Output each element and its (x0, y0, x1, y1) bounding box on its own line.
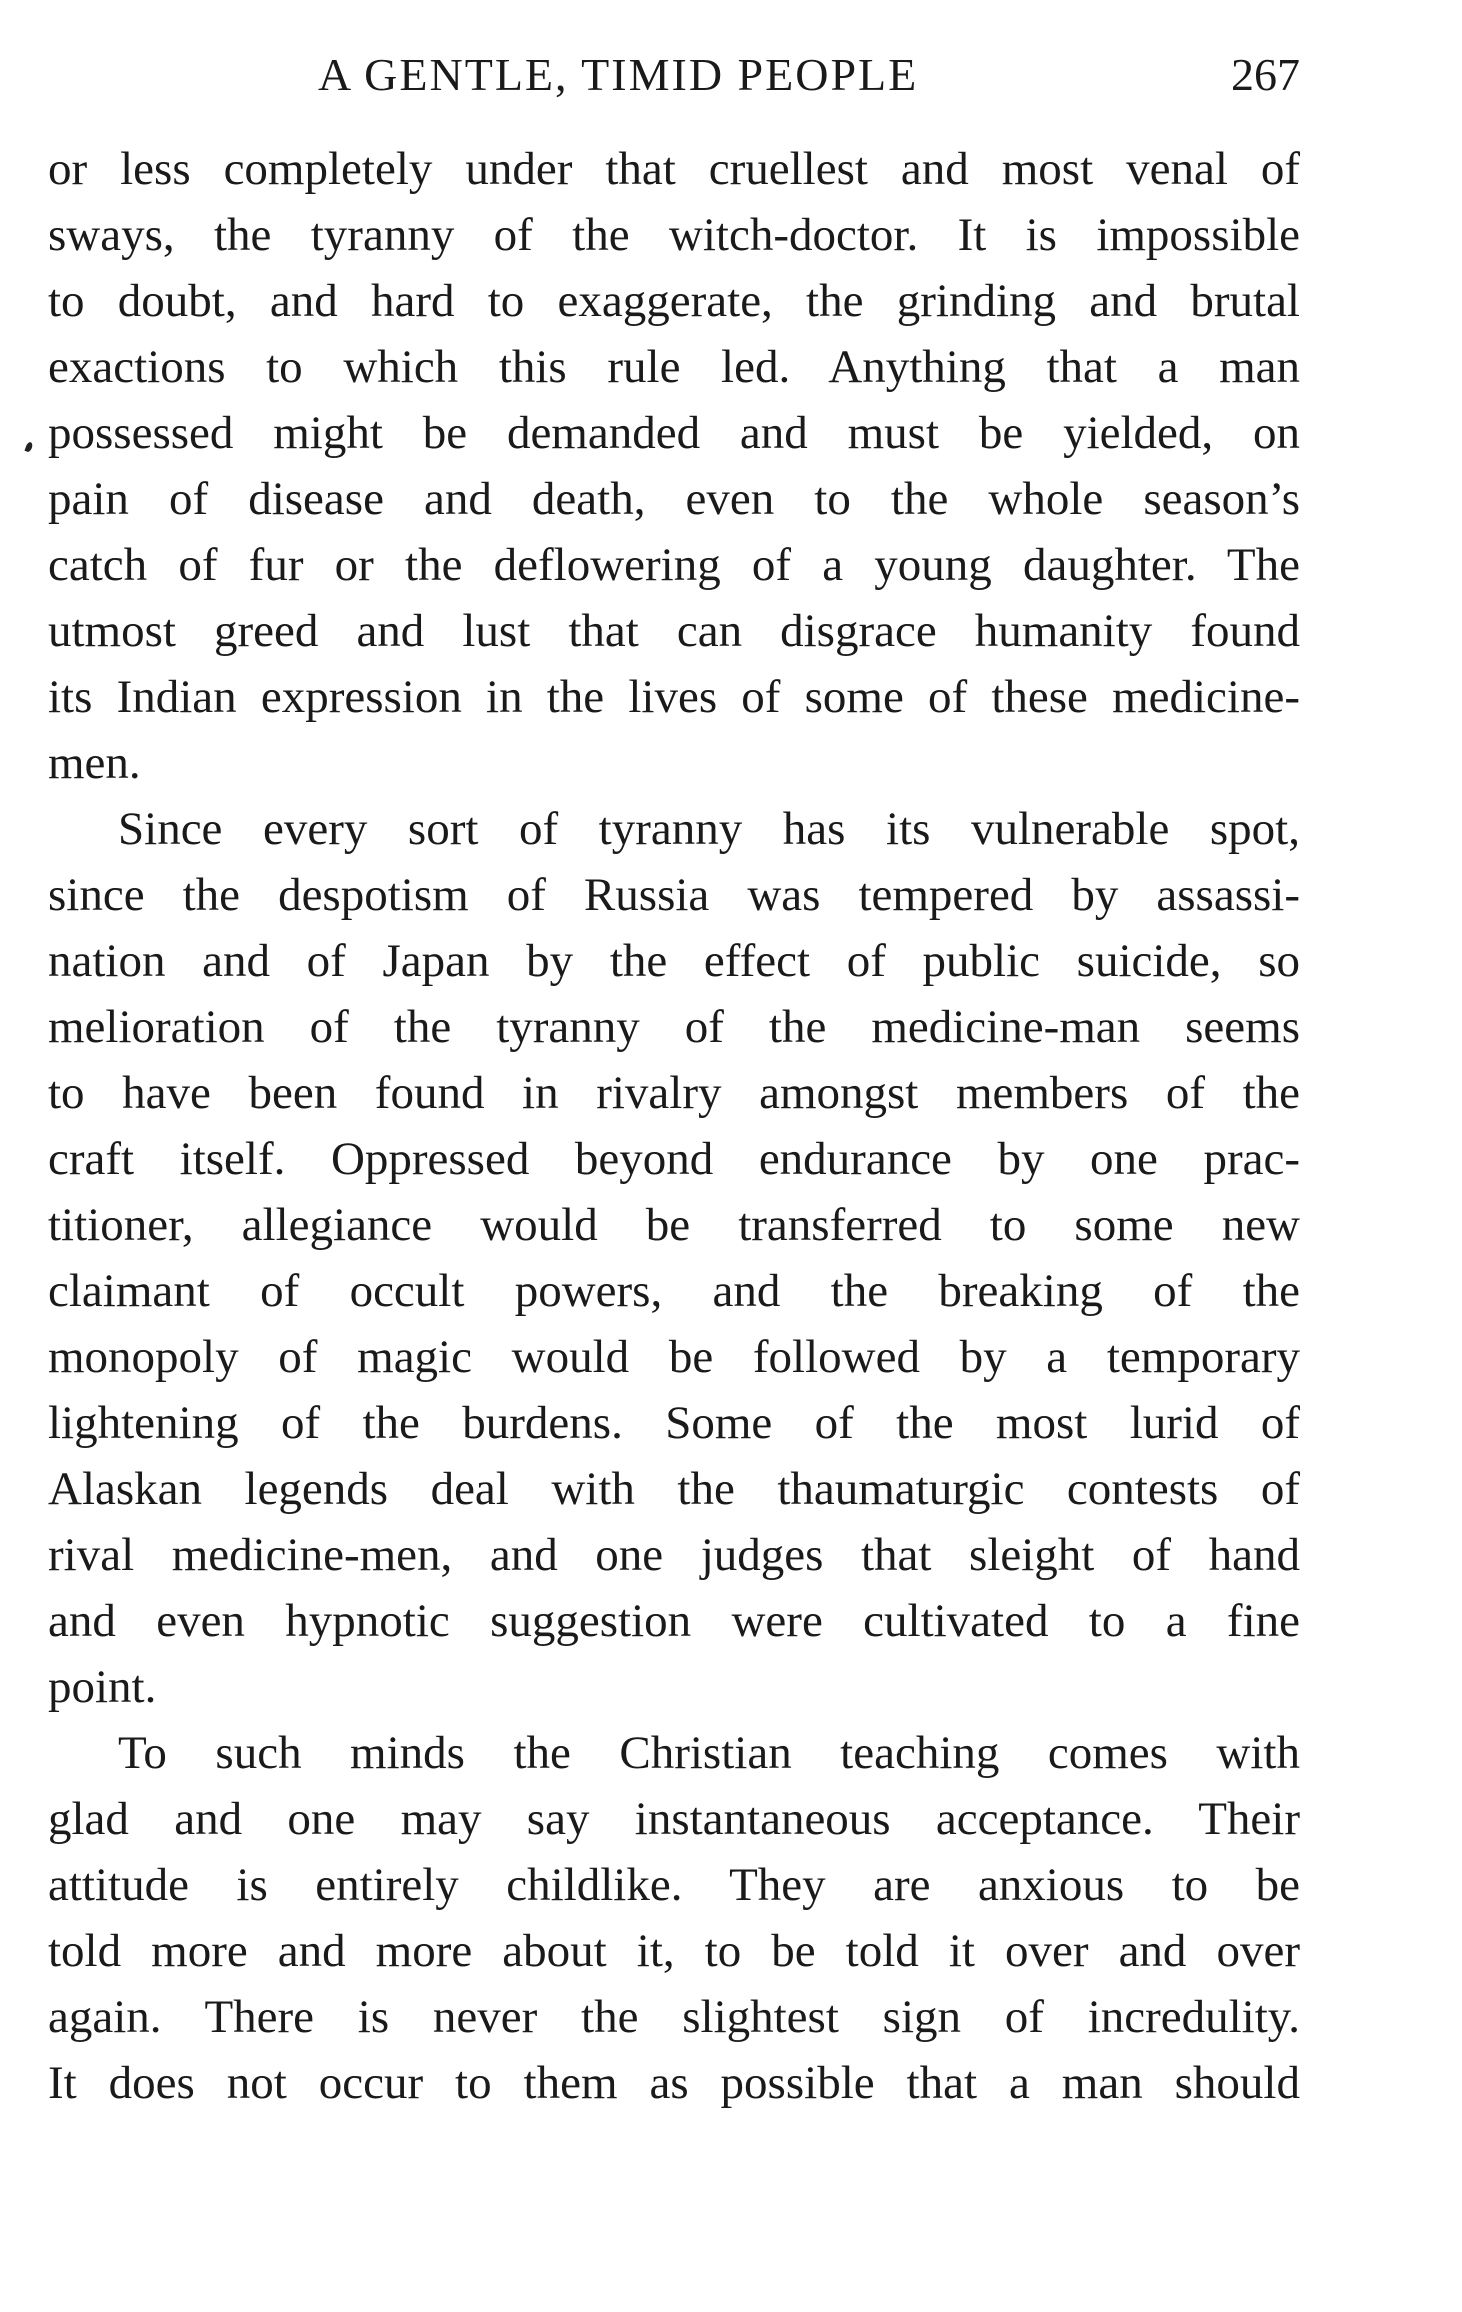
text-line: since the despotism of Russia was tempered by assassi- (48, 869, 1300, 921)
text-line: Alaskan legends deal with the thaumaturgic contests of (48, 1463, 1300, 1515)
paragraph-1 (48, 136, 1300, 796)
text-line: melioration of the tyranny of the medicine-man seems (48, 1001, 1300, 1053)
text-line: again. There is never the slightest sign of incredulity. (48, 1991, 1300, 2043)
text-line: monopoly of magic would be followed by a temporary (48, 1331, 1300, 1383)
text-line: rival medicine-men, and one judges that sleight of hand (48, 1529, 1300, 1581)
ink-mark (24, 441, 33, 452)
text-line: craft itself. Oppressed beyond endurance by one prac- (48, 1133, 1300, 1185)
text-line: lightening of the burdens. Some of the most lurid of (48, 1397, 1300, 1449)
paragraph-2 (48, 796, 1300, 1720)
text-line: utmost greed and lust that can disgrace humanity found (48, 605, 1300, 657)
text-line: pain of disease and death, even to the whole season’s (48, 473, 1300, 525)
text-line: men. (48, 737, 141, 789)
text-line: to doubt, and hard to exaggerate, the grinding and brutal (48, 275, 1300, 327)
text-line: To such minds the Christian teaching comes with (118, 1727, 1300, 1779)
text-line: titioner, allegiance would be transferred to some new (48, 1199, 1300, 1251)
running-title: A GENTLE, TIMID PEOPLE (318, 49, 919, 100)
page-number: 267 (1231, 49, 1300, 100)
text-line: its Indian expression in the lives of some of these medicine- (48, 671, 1300, 723)
text-line: possessed might be demanded and must be yielded, on (48, 407, 1300, 459)
text-line: attitude is entirely childlike. They are anxious to be (48, 1859, 1300, 1911)
paragraph-3 (48, 1720, 1300, 2116)
text-line: exactions to which this rule led. Anything that a man (48, 341, 1300, 393)
text-line: claimant of occult powers, and the breaking of the (48, 1265, 1300, 1317)
text-line: nation and of Japan by the effect of public suicide, so (48, 935, 1300, 987)
text-line: It does not occur to them as possible that a man should (48, 2057, 1300, 2109)
text-line: told more and more about it, to be told it over and over (48, 1925, 1300, 1977)
text-line: glad and one may say instantaneous acceptance. Their (48, 1793, 1300, 1845)
text-line: and even hypnotic suggestion were cultivated to a fine (48, 1595, 1300, 1647)
text-line: or less completely under that cruellest and most venal of (48, 143, 1300, 195)
running-head (48, 40, 1300, 110)
text-line: Since every sort of tyranny has its vulnerable spot, (118, 803, 1300, 855)
text-line: to have been found in rivalry amongst members of the (48, 1067, 1300, 1119)
text-line: sways, the tyranny of the witch-doctor. It is impossible (48, 209, 1300, 261)
body-text (48, 136, 1300, 2116)
text-line: catch of fur or the deflowering of a young daughter. The (48, 539, 1300, 591)
text-line: point. (48, 1661, 157, 1713)
